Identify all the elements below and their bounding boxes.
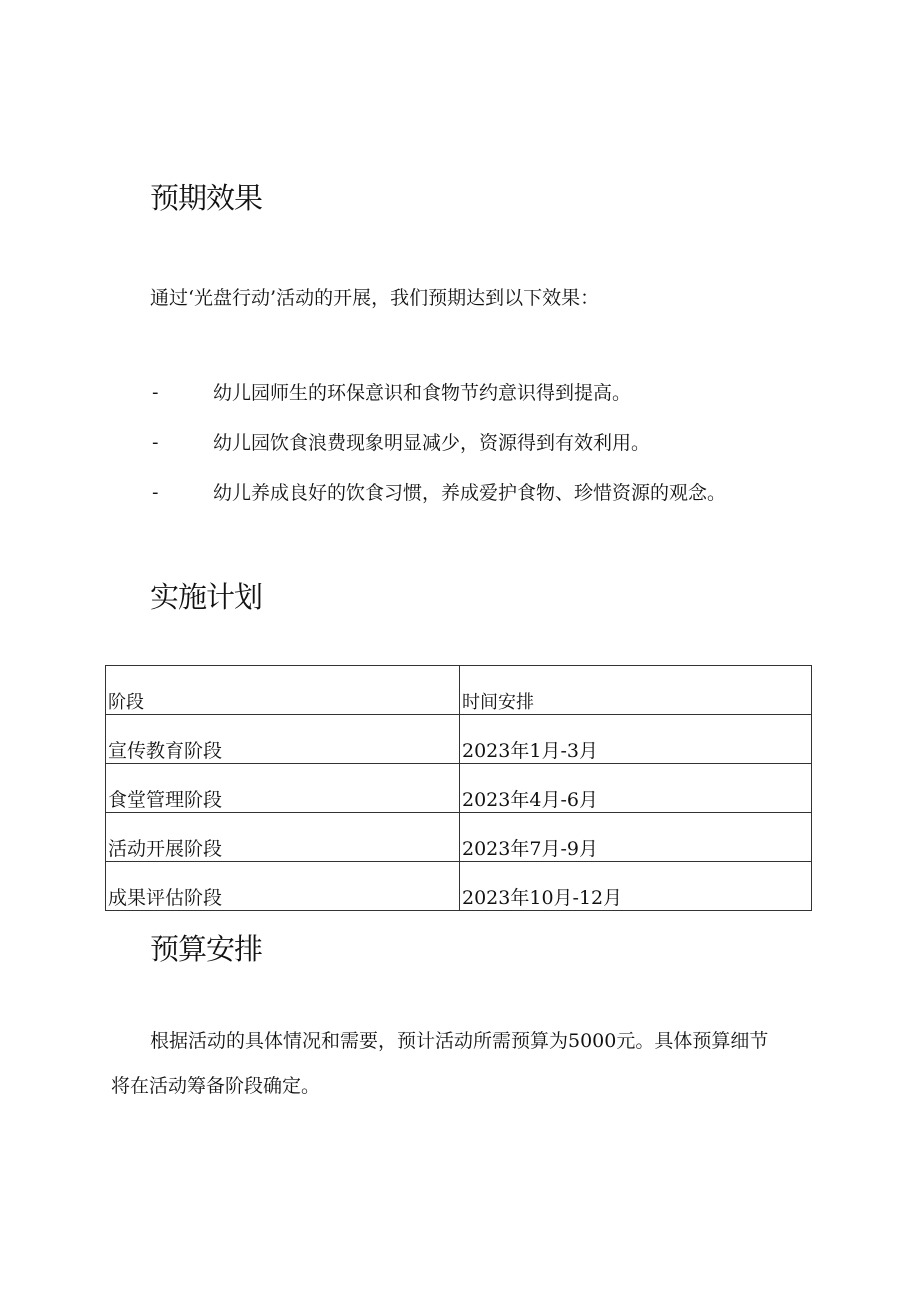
list-item-text: 幼儿园师生的环保意识和食物节约意识得到提高。 bbox=[213, 382, 632, 404]
table-row bbox=[106, 764, 812, 813]
list-item-text: 幼儿园饮食浪费现象明显减少，资源得到有效利用。 bbox=[213, 432, 651, 454]
table-cell-stage: 食堂管理阶段 bbox=[106, 764, 460, 813]
table-cell-stage: 活动开展阶段 bbox=[106, 813, 460, 862]
table-row bbox=[106, 715, 812, 764]
heading-budget: 预算安排 bbox=[150, 932, 263, 966]
table-cell-time: 2023年4月-6月 bbox=[460, 764, 812, 813]
expected-intro: 通过‘光盘行动’活动的开展，我们预期达到以下效果： bbox=[150, 287, 600, 309]
list-item bbox=[0, 384, 920, 410]
table-cell-stage: 成果评估阶段 bbox=[106, 862, 460, 911]
plan-table bbox=[105, 665, 812, 911]
bullet-dash: - bbox=[152, 432, 159, 453]
bullet-dash: - bbox=[152, 382, 159, 403]
budget-paragraph-line-2: 将在活动筹备阶段确定。 bbox=[111, 1075, 321, 1097]
table-row bbox=[106, 813, 812, 862]
list-item bbox=[0, 434, 920, 460]
table-header-cell: 时间安排 bbox=[460, 666, 812, 715]
table-cell-time: 2023年1月-3月 bbox=[460, 715, 812, 764]
bullet-dash: - bbox=[152, 482, 159, 503]
table-header-row bbox=[106, 666, 812, 715]
heading-implementation-plan: 实施计划 bbox=[150, 580, 263, 614]
table-cell-time: 2023年10月-12月 bbox=[460, 862, 812, 911]
table-header-cell: 阶段 bbox=[106, 666, 460, 715]
list-item bbox=[0, 484, 920, 510]
table-row bbox=[106, 862, 812, 911]
heading-expected-effects: 预期效果 bbox=[150, 181, 263, 215]
table-cell-time: 2023年7月-9月 bbox=[460, 813, 812, 862]
budget-paragraph-line-1: 根据活动的具体情况和需要，预计活动所需预算为5000元。具体预算细节 bbox=[150, 1030, 769, 1052]
table-cell-stage: 宣传教育阶段 bbox=[106, 715, 460, 764]
list-item-text: 幼儿养成良好的饮食习惯，养成爱护食物、珍惜资源的观念。 bbox=[213, 482, 727, 504]
